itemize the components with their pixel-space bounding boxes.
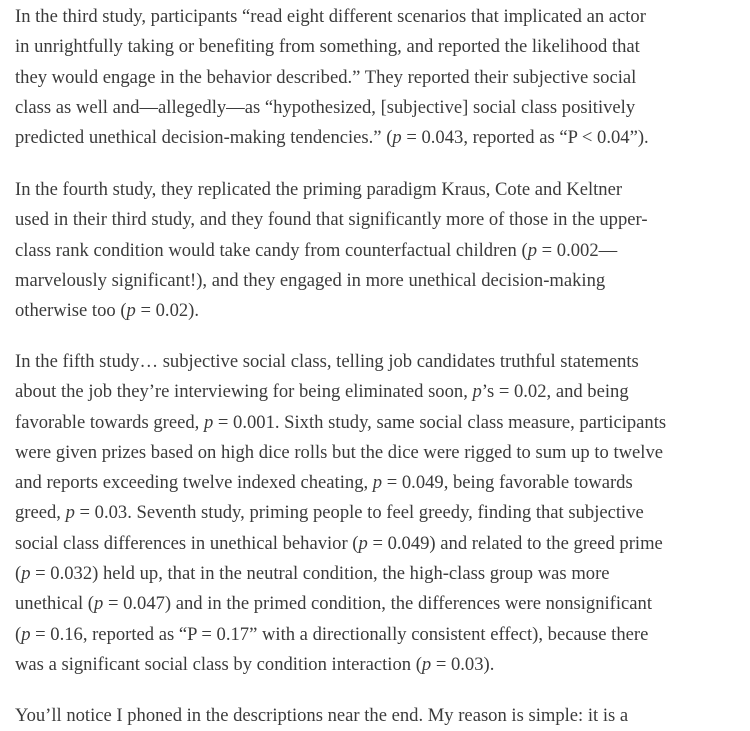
text-line (15, 205, 745, 235)
text-segment: was a significant social class by condition interaction ( (15, 653, 422, 675)
text-segment: were given prizes based on high dice rolls but the dice were rigged to sum up to twelve (15, 441, 664, 463)
text-segment: = 0.043, reported as “P < 0.04”). (401, 127, 649, 149)
p-value-symbol: p (65, 502, 75, 524)
text-segment: = 0.032) held up, that in the neutral condition, the high-class group was more (30, 563, 610, 585)
text-segment: unethical ( (15, 593, 94, 615)
text-segment: marvelously significant!), and they engaged in more unethical decision-making (15, 269, 606, 291)
text-segment: greed, (15, 502, 66, 524)
paragraph-fifth-to-seventh-study (15, 347, 745, 680)
p-value-symbol: p (358, 532, 368, 554)
p-value-symbol: p (21, 623, 31, 645)
text-line (15, 468, 745, 498)
text-line (15, 589, 745, 619)
p-value-symbol: p (126, 300, 136, 322)
p-value-symbol: p (472, 381, 482, 403)
p-value-symbol: p (392, 127, 402, 149)
text-line (15, 296, 745, 326)
text-segment: class rank condition would take candy from counterfactual children ( (15, 239, 528, 261)
p-value-symbol: p (203, 411, 214, 433)
text-line (15, 175, 745, 205)
text-line (15, 93, 745, 123)
text-line (15, 498, 745, 528)
text-segment: class as well and—allegedly—as “hypothesized, [subjective] social class positively (15, 96, 636, 118)
text-segment: ’s = 0.02, and being (481, 381, 629, 403)
text-segment: You’ll notice I phoned in the descriptions near the end. My reason is simple: it is a (15, 705, 629, 726)
text-line (15, 32, 745, 62)
text-segment: ( (15, 563, 22, 585)
text-line (15, 2, 745, 32)
p-value-symbol: p (21, 563, 31, 585)
text-segment: otherwise too ( (15, 300, 127, 322)
text-segment: social class differences in unethical behavior ( (15, 532, 359, 554)
text-line (15, 701, 745, 731)
text-line (15, 438, 745, 468)
text-segment: ( (15, 623, 22, 645)
text-segment: in unrightfully taking or benefiting from something, and reported the likelihood that (15, 36, 640, 58)
text-segment: = 0.16, reported as “P = 0.17” with a directionally consistent effect), because there (30, 623, 649, 645)
text-segment: In the fourth study, they replicated the priming paradigm Kraus, Cote and Keltner (15, 179, 623, 200)
text-segment: = 0.001. Sixth study, same social class measure, participants (213, 411, 667, 433)
p-value-symbol: p (527, 239, 537, 261)
text-segment: = 0.03). (431, 653, 495, 675)
paragraph-conclusion (15, 701, 745, 731)
text-segment: = 0.002— (537, 239, 618, 261)
text-segment: = 0.047) and in the primed condition, the differences were nonsignificant (103, 593, 652, 615)
p-value-symbol: p (372, 472, 383, 494)
text-segment: about the job they’re interviewing for being eliminated soon, (15, 381, 473, 403)
text-segment: = 0.049, being favorable towards (382, 472, 633, 494)
paragraph-fourth-study (15, 175, 745, 326)
text-line (15, 347, 745, 377)
paragraph-third-study (15, 2, 745, 153)
text-line (15, 377, 745, 407)
text-segment: = 0.049) and related to the greed prime (367, 532, 663, 554)
text-line (15, 650, 745, 680)
p-value-symbol: p (421, 653, 432, 675)
text-segment: and reports exceeding twelve indexed cheating, (15, 472, 373, 494)
text-line (15, 123, 745, 153)
text-line (15, 529, 745, 559)
text-segment: used in their third study, and they found that significantly more of those in the upper- (15, 209, 648, 231)
text-segment: they would engage in the behavior described.” They reported their subjective social (15, 66, 637, 88)
text-segment: = 0.02). (135, 300, 200, 322)
text-line (15, 408, 745, 438)
text-segment: favorable towards greed, (15, 411, 204, 433)
text-line (15, 620, 745, 650)
text-line (15, 63, 745, 93)
text-segment: In the third study, participants “read eight different scenarios that implicated an actor (15, 6, 646, 27)
text-segment: = 0.03. Seventh study, priming people to feel greedy, finding that subjective (74, 502, 644, 524)
text-line (15, 236, 745, 266)
text-line (15, 266, 745, 296)
text-segment: In the fifth study… subjective social class, telling job candidates truthful statements (15, 351, 639, 372)
p-value-symbol: p (94, 593, 104, 615)
text-segment: predicted unethical decision-making tendencies.” ( (15, 127, 393, 149)
text-line (15, 559, 745, 589)
